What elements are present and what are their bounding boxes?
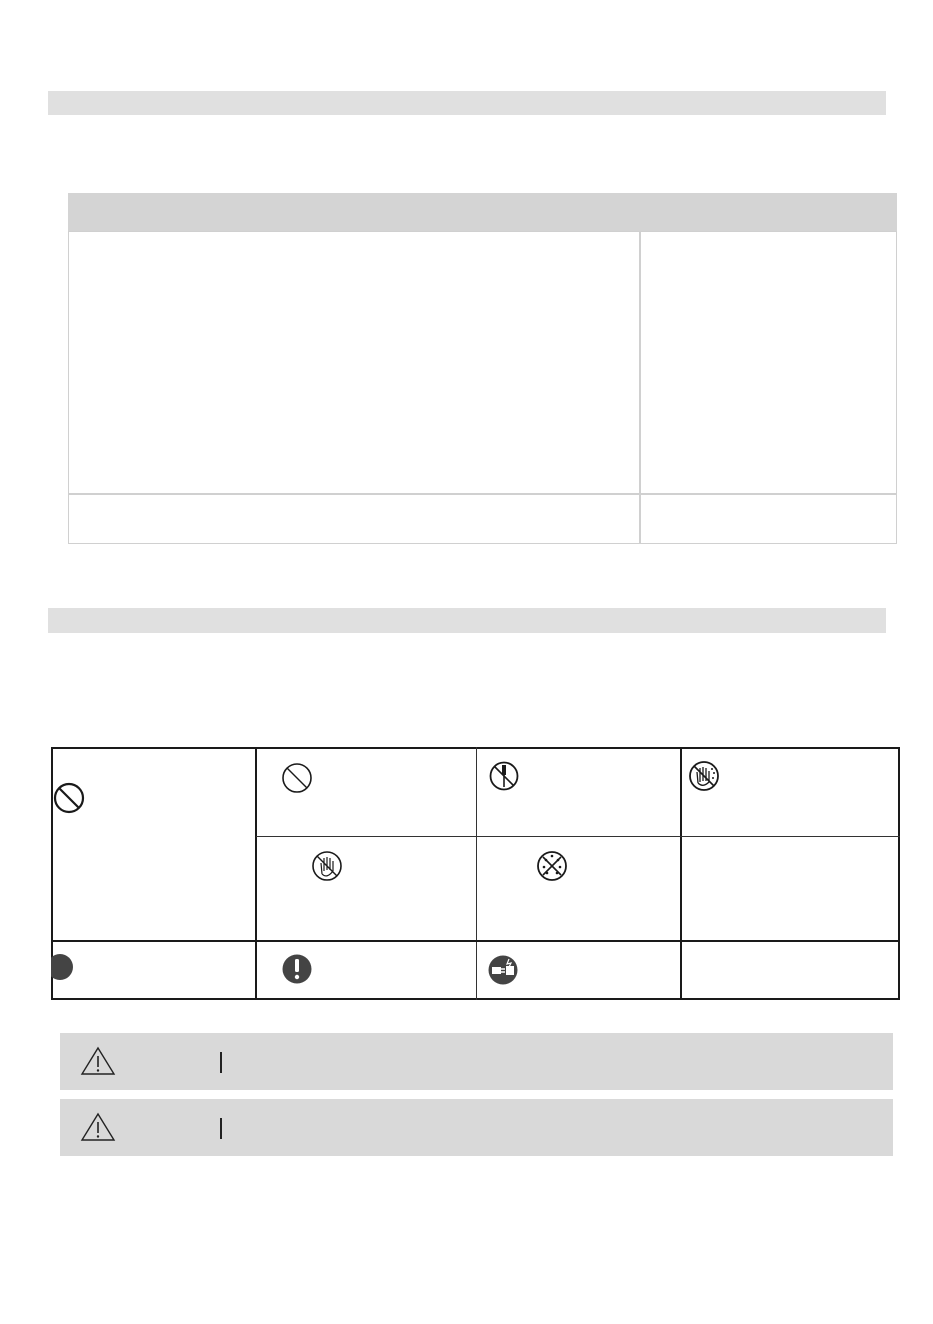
symbol-table-divider (256, 836, 900, 837)
symbol-table-divider (255, 747, 257, 1000)
caution-row (60, 1099, 893, 1156)
section-header-bar (48, 91, 886, 115)
warning-separator (220, 1118, 222, 1139)
spec-table-row-divider (68, 493, 897, 495)
warning-triangle-icon (80, 1046, 116, 1076)
prohibition-icon (280, 761, 314, 795)
no-touch-hand-icon (310, 849, 344, 883)
solid-circle-icon (51, 952, 75, 982)
symbol-table (51, 747, 900, 1000)
section-header-bar-2 (48, 608, 886, 633)
unplug-icon (487, 954, 519, 986)
spec-table-column-divider (639, 231, 641, 544)
warning-separator (220, 1052, 222, 1073)
no-water-splash-icon (535, 849, 569, 883)
symbol-table-divider (51, 940, 900, 942)
spec-table (68, 193, 897, 544)
spec-table-body (68, 231, 897, 544)
warning-row (60, 1033, 893, 1090)
exclamation-icon (281, 953, 313, 985)
prohibition-icon (52, 781, 86, 815)
symbol-table-divider (476, 747, 477, 1000)
symbol-table-divider (680, 747, 682, 1000)
warning-triangle-icon (80, 1112, 116, 1142)
no-wet-hands-icon (687, 759, 721, 793)
spec-table-header (68, 193, 897, 231)
no-screwdriver-icon (488, 760, 520, 792)
